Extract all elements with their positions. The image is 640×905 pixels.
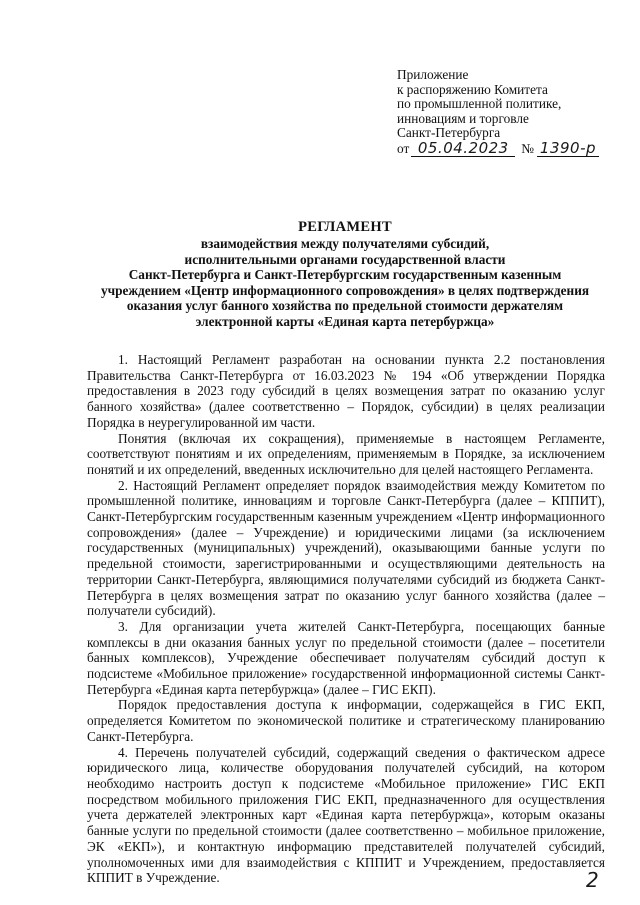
paragraph-1-definitions: Понятия (включая их сокращения), применяемые в настоящем Регламенте, соответствуют понятиям и их определениям, применяемым в Порядке, за исключением понятий и их определений, введенных исключительно для целей настоящего Регламента. xyxy=(87,430,605,477)
appendix-block xyxy=(397,68,627,159)
paragraph-3-access: Порядок предоставления доступа к информации, содержащейся в ГИС ЕКП, определяется Комитетом по экономической политике и стратегическому планированию Санкт-Петербурга. xyxy=(87,697,605,744)
appendix-line: по промышленной политике, xyxy=(397,96,562,112)
appendix-line: Санкт-Петербурга xyxy=(397,125,501,141)
appendix-line: Приложение xyxy=(397,67,469,82)
number-prefix: № xyxy=(521,140,534,156)
subtitle-line: Санкт-Петербурга и Санкт-Петербургским государственным казенным xyxy=(128,267,562,283)
appendix-line: инновациям и торговле xyxy=(397,110,529,126)
subtitle-line: исполнительными органами государственной власти xyxy=(184,251,506,267)
document-body xyxy=(87,352,605,886)
paragraph-3: 3. Для организации учета жителей Санкт-Петербурга, посещающих банные комплексы в дни оказания банных услуг по предельной стоимости (далее – посетители банных комплексов), Учреждение обеспечивает получателям субсидий доступ к подсистеме «Мобильное приложение» государственной информационной системы Санкт-Петербурга «Единая карта петербуржца» (далее – ГИС ЕКП). xyxy=(87,618,605,697)
appendix-line: к распоряжению Комитета xyxy=(397,81,548,97)
subtitle-line: взаимодействия между получателями субсидий, xyxy=(200,236,490,251)
document-title: РЕГЛАМЕНТ xyxy=(298,219,392,235)
page-number: 2 xyxy=(586,868,600,892)
paragraph-2: 2. Настоящий Регламент определяет порядок взаимодействия между Комитетом по промышленной политике, инновациям и торговле Санкт-Петербурга (далее – КППИТ), Санкт-Петербургским государственным казенным учреждением «Центр информационного сопровождения» (далее – Учреждение) и юридическими лицами (за исключением государственных (муниципальных) учреждений), оказывающими банные услуги по предельной стоимости, зарегистрированными и осуществляющими деятельность на территории Санкт-Петербурга, являющимися получателями субсидий из бюджета Санкт-Петербурга в целях возмещения затрат по оказанию услуг банного хозяйства (далее – получатели субсидий). xyxy=(87,477,605,619)
subtitle-line: оказания услуг банного хозяйства по предельной стоимости держателям xyxy=(126,298,564,314)
title-block xyxy=(85,219,605,330)
handwritten-date: 05.04.2023 xyxy=(411,141,515,157)
subtitle-line: учреждением «Центр информационного сопровождения» в целях подтверждения xyxy=(100,282,590,298)
handwritten-number: 1390-р xyxy=(537,141,599,157)
date-prefix: от xyxy=(397,140,410,156)
date-number-line xyxy=(397,138,627,159)
paragraph-4: 4. Перечень получателей субсидий, содержащий сведения о фактическом адресе юридического лица, количестве оборудования получателей субсидий, на котором необходимо настроить доступ к подсистеме «Мобильное приложение» ГИС ЕКП посредством мобильного приложения ГИС ЕКП, предназначенного для осуществления учета держателей электронных карт «Единая карта петербуржца», которым оказаны банные услуги по предельной стоимости (далее соответственно – мобильное приложение, ЭК «ЕКП»), и контактную информацию представителей получателей субсидий, уполномоченных ими для взаимодействия с КППИТ и Учреждением, предоставляется КППИТ в Учреждение. xyxy=(87,744,605,886)
paragraph-1: 1. Настоящий Регламент разработан на основании пункта 2.2 постановления Правительства Санкт-Петербурга от 16.03.2023 № 194 «Об утверждении Порядка предоставления в 2023 году субсидий в целях возмещения затрат по оказанию услуг банного хозяйства» (далее соответственно – Порядок, субсидии) в целях реализации Порядка в неурегулированной им части. xyxy=(87,352,605,430)
subtitle-line: электронной карты «Единая карта петербуржца» xyxy=(195,313,495,329)
